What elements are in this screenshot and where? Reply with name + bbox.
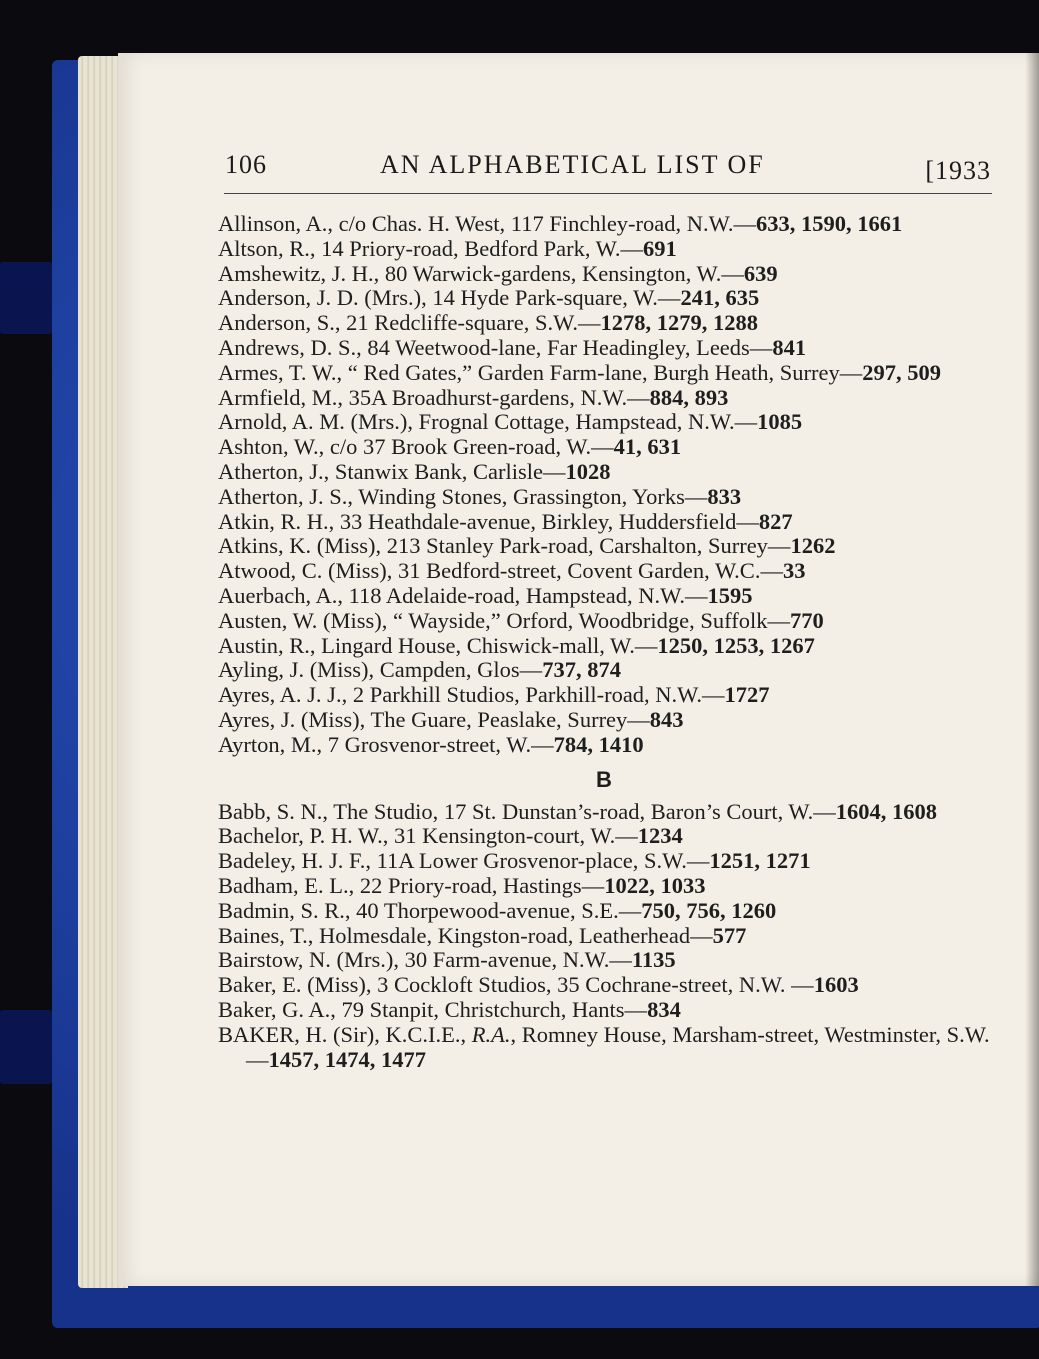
entry-numbers: 1604, 1608 — [835, 798, 937, 824]
entry-text: Austin, R., Lingard House, Chiswick-mall, W.— — [218, 632, 658, 658]
entry-text: Babb, S. N., The Studio, 17 St. Dunstan’s-road, Baron’s Court, W.— — [218, 798, 836, 824]
entry-text: Badeley, H. J. F., 11A Lower Grosvenor-place, S.W.— — [218, 848, 710, 874]
entry-text: Arnold, A. M. (Mrs.), Frognal Cottage, Hampstead, N.W.— — [218, 409, 758, 435]
list-item — [218, 559, 990, 584]
entry-text: Anderson, J. D. (Mrs.), 14 Hyde Park-square, W.— — [218, 285, 681, 311]
entry-text: Armfield, M., 35A Broadhurst-gardens, N.W.— — [218, 384, 650, 410]
page-header — [225, 148, 991, 188]
entry-numbers: 884, 893 — [649, 384, 729, 410]
entry-text: Badham, E. L., 22 Priory-road, Hastings— — [218, 872, 605, 898]
list-item — [218, 510, 990, 535]
list-item — [218, 237, 990, 262]
list-item — [218, 899, 990, 924]
entry-text: Allinson, A., c/o Chas. H. West, 117 Finchley-road, N.W.— — [218, 211, 756, 236]
entry-numbers: 784, 1410 — [553, 731, 644, 757]
entry-text: Badmin, S. R., 40 Thorpewood-avenue, S.E.— — [218, 897, 642, 923]
entry-numbers: 639 — [743, 260, 778, 286]
entry-text: Atkins, K. (Miss), 213 Stanley Park-road, Carshalton, Surrey— — [218, 533, 791, 559]
entry-numbers: 241, 635 — [680, 285, 760, 311]
list-item — [218, 924, 990, 949]
year-label: [1933 — [925, 156, 991, 185]
entries-b — [218, 800, 990, 1023]
entry-numbers: 1022, 1033 — [604, 872, 706, 898]
entry-italic: R.A. — [471, 1021, 511, 1047]
list-item — [218, 262, 990, 287]
entry-numbers: 1085 — [757, 409, 803, 435]
entry-numbers: 577 — [712, 922, 747, 948]
list-item — [218, 212, 990, 237]
entries-a — [218, 212, 990, 758]
list-item — [218, 998, 990, 1023]
entry-numbers: 1262 — [790, 533, 836, 559]
entry-text: Baker, G. A., 79 Stanpit, Christchurch, Hants— — [218, 996, 648, 1022]
list-item — [218, 534, 990, 559]
entry-numbers: 1727 — [724, 682, 770, 708]
entry-text: Atherton, J., Stanwix Bank, Carlisle— — [218, 458, 566, 484]
spine-shadow — [1025, 53, 1039, 1286]
entry-numbers: 770 — [789, 607, 824, 633]
entry-numbers: 1250, 1253, 1267 — [657, 632, 815, 658]
list-item — [218, 336, 990, 361]
entry-text: Altson, R., 14 Priory-road, Bedford Park, W.— — [218, 235, 643, 261]
entry-text: Baker, E. (Miss), 3 Cockloft Studios, 35 Cochrane-street, N.W. — — [218, 972, 814, 998]
page-number: 106 — [225, 150, 267, 179]
entry-numbers: 633, 1590, 1661 — [755, 211, 903, 236]
entry-text: Ayres, A. J. J., 2 Parkhill Studios, Parkhill-road, N.W.— — [218, 682, 725, 708]
entry-numbers: 41, 631 — [613, 434, 682, 460]
list-item — [218, 973, 990, 998]
entry-text: Anderson, S., 21 Redcliffe-square, S.W.— — [218, 310, 601, 336]
list-item — [218, 311, 990, 336]
entry-numbers: 1603 — [813, 972, 859, 998]
list-item — [218, 361, 990, 386]
list-item — [218, 733, 990, 758]
list-item — [218, 386, 990, 411]
entry-text: Baines, T., Holmesdale, Kingston-road, Leatherhead— — [218, 922, 713, 948]
entry-text: Amshewitz, J. H., 80 Warwick-gardens, Kensington, W.— — [218, 260, 744, 286]
list-item — [218, 874, 990, 899]
list-item — [218, 708, 990, 733]
entry-list — [218, 212, 990, 1072]
entry-text: Atherton, J. S., Winding Stones, Grassington, Yorks— — [218, 483, 708, 509]
list-item — [218, 460, 990, 485]
entry-text: Auerbach, A., 118 Adelaide-road, Hampstead, N.W.— — [218, 582, 708, 608]
entry-numbers: 1234 — [637, 823, 683, 849]
entry-text: Armes, T. W., “ Red Gates,” Garden Farm-lane, Burgh Heath, Surrey— — [218, 359, 863, 385]
entry-numbers: 33 — [782, 558, 806, 584]
entry-numbers: 827 — [758, 508, 793, 534]
entry-text: BAKER, H. (Sir), K.C.I.E., — [218, 1021, 472, 1047]
entry-numbers: 1595 — [707, 582, 753, 608]
entry-text: Andrews, D. S., 84 Weetwood-lane, Far Headingley, Leeds— — [218, 334, 773, 360]
list-item — [218, 683, 990, 708]
entry-numbers: 841 — [772, 334, 807, 360]
entry-numbers: 1251, 1271 — [709, 848, 811, 874]
list-item — [218, 634, 990, 659]
entry-numbers: 1135 — [631, 947, 676, 973]
left-bookmark-tab-lower — [0, 1010, 52, 1084]
list-item — [218, 435, 990, 460]
entry-numbers: 834 — [647, 996, 681, 1022]
entry-text: , Romney House, Marsham-street, Westminster, S.W.— — [246, 1021, 990, 1072]
list-item — [218, 800, 990, 825]
list-item — [218, 849, 990, 874]
entry-numbers: 750, 756, 1260 — [641, 897, 777, 923]
entry-text: Ayling, J. (Miss), Campden, Glos— — [218, 657, 543, 683]
list-item — [218, 1023, 990, 1073]
list-item — [218, 948, 990, 973]
left-bookmark-tab-upper — [0, 262, 52, 334]
list-item — [218, 584, 990, 609]
entry-text: Austen, W. (Miss), “ Wayside,” Orford, Woodbridge, Suffolk— — [218, 607, 790, 633]
list-item — [218, 410, 990, 435]
entry-text: Ashton, W., c/o 37 Brook Green-road, W.— — [218, 434, 614, 460]
entry-numbers: 691 — [642, 235, 677, 261]
entry-numbers: 737, 874 — [542, 657, 621, 683]
entry-text: Ayres, J. (Miss), The Guare, Peaslake, Surrey— — [218, 706, 650, 732]
list-item — [218, 485, 990, 510]
entry-text: Atkin, R. H., 33 Heathdale-avenue, Birkley, Huddersfield— — [218, 508, 759, 534]
list-item — [218, 609, 990, 634]
entry-numbers: 843 — [649, 706, 684, 732]
entry-numbers: 1278, 1279, 1288 — [600, 310, 758, 336]
entry-numbers: 833 — [707, 483, 742, 509]
list-item — [218, 286, 990, 311]
entry-text: Ayrton, M., 7 Grosvenor-street, W.— — [218, 731, 554, 757]
entry-text: Bairstow, N. (Mrs.), 30 Farm-avenue, N.W.— — [218, 947, 632, 973]
entry-numbers: 297, 509 — [862, 359, 941, 385]
entry-text: Bachelor, P. H. W., 31 Kensington-court, W.— — [218, 823, 638, 849]
section-letter: B — [596, 766, 612, 792]
list-item — [218, 824, 990, 849]
entry-numbers: 1457, 1474, 1477 — [268, 1046, 426, 1072]
entry-text: Atwood, C. (Miss), 31 Bedford-street, Covent Garden, W.C.— — [218, 558, 783, 584]
page-title: AN ALPHABETICAL LIST OF — [380, 150, 765, 179]
header-rule — [224, 193, 992, 194]
list-item — [218, 658, 990, 683]
entry-numbers: 1028 — [565, 458, 611, 484]
